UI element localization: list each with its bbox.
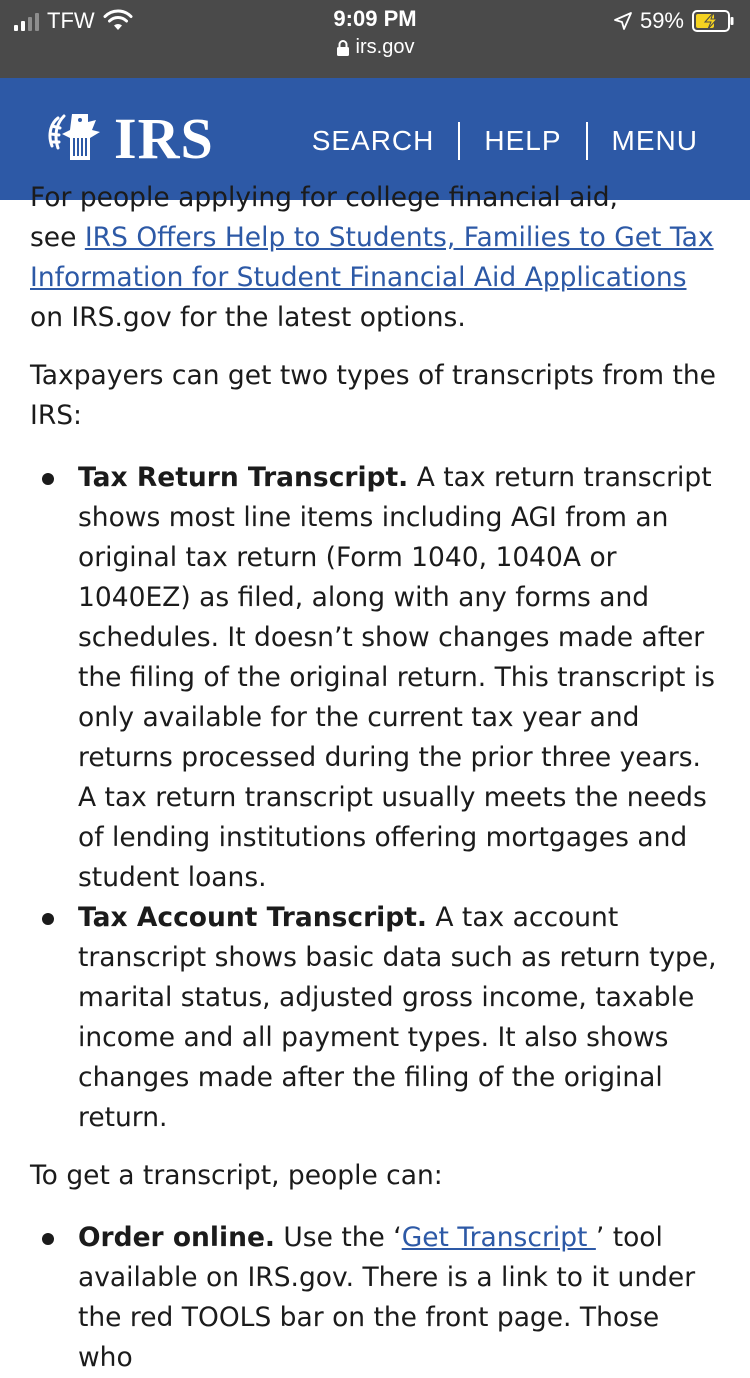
list-item-text: A tax return transcript shows most line items including AGI from an original tax return (Form 1040, 1040A or 1040EZ) as filed, along with any forms and schedules. It doesn’t show changes made after the filing of the original return. This transcript is only available for the current tax year and returns processed during the prior three years. A tax return transcript usually meets the needs of lending institutions offering mortgages and student loans. [78,462,715,893]
transcript-types-list [30,458,720,1138]
url-text: irs.gov [355,36,415,58]
nav-search[interactable]: SEARCH [311,125,435,156]
list-item-title: Tax Account Transcript. [78,902,427,933]
clipped-line-text: For people applying for college financial aid, [30,182,618,213]
eagle-logo-icon [44,108,108,170]
intro-suffix: on IRS.gov for the latest options. [30,302,466,333]
intro-prefix: see [30,222,85,253]
status-bar [0,0,750,78]
list-item-text: A tax account transcript shows basic data such as return type, marital status, adjusted gross income, taxable income and all payment types. It also shows changes made after the filing of the original return. [78,902,717,1133]
list-item-title: Order online. [78,1222,275,1253]
types-intro: Taxpayers can get two types of transcripts from the IRS: [30,360,716,431]
bullet-icon [42,473,54,485]
intro-paragraph [30,218,720,338]
status-time: 9:09 PM [333,6,417,31]
lock-icon [336,39,350,57]
carrier-label: TFW [47,8,95,33]
list-item [30,458,720,898]
address-bar[interactable] [0,36,750,59]
status-right [614,8,734,34]
list-item [30,1218,720,1378]
nav-menu[interactable]: MENU [611,125,698,156]
get-transcript-link[interactable]: Get Transcript [401,1222,596,1253]
article-content [30,182,720,1378]
header-nav [288,122,722,160]
clipped-line [30,182,720,218]
methods-list [30,1218,720,1378]
bullet-icon [42,1233,54,1245]
get-intro: To get a transcript, people can: [30,1160,443,1191]
logo-text: IRS [114,106,214,171]
student-aid-link[interactable]: IRS Offers Help to Students, Families to Get Tax Information for Student Financial Aid Applications [30,222,714,293]
battery-percent: 59% [639,8,684,33]
nav-help[interactable]: HELP [484,125,562,156]
method-prefix: Use the ‘ [274,1222,402,1253]
list-item-title: Tax Return Transcript. [78,462,409,493]
battery-charging-icon [692,10,734,32]
location-arrow-icon [614,12,632,30]
bullet-icon [42,913,54,925]
method-suffix: ’ tool available on IRS.gov. There is a link to it under the red TOOLS bar on the front page. Those who [78,1222,696,1373]
list-item [30,898,720,1138]
irs-logo[interactable] [44,108,214,170]
